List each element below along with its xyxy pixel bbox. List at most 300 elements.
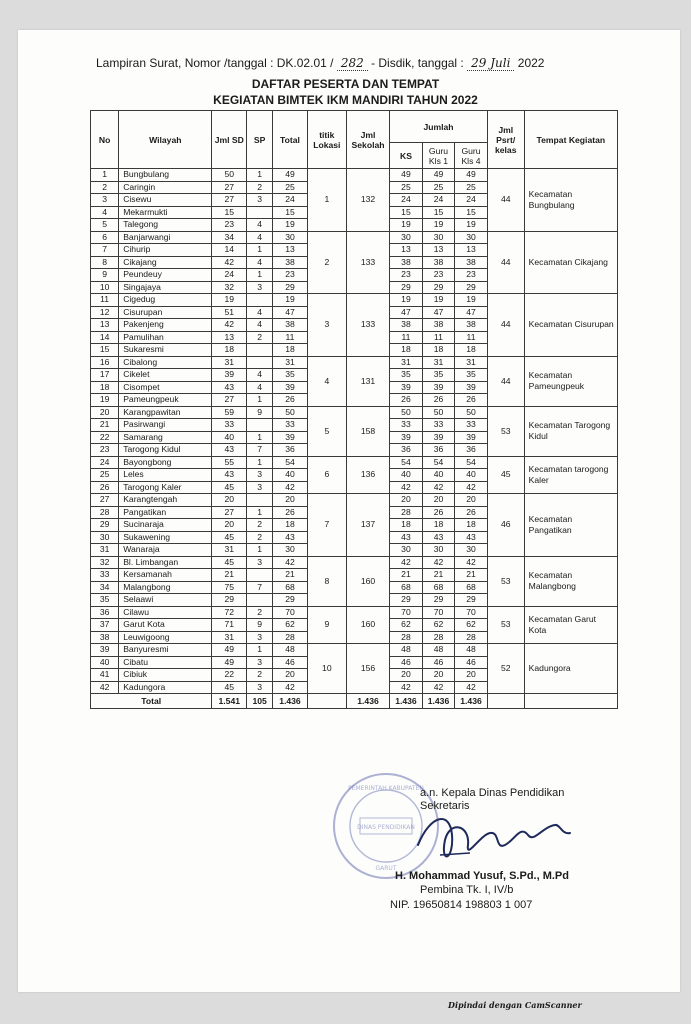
row-no: 38 bbox=[91, 631, 119, 644]
row-no: 30 bbox=[91, 531, 119, 544]
row-ks: 23 bbox=[390, 269, 423, 282]
row-ks: 38 bbox=[390, 256, 423, 269]
row-k1: 18 bbox=[422, 519, 455, 532]
row-k1: 38 bbox=[422, 319, 455, 332]
row-ks: 29 bbox=[390, 594, 423, 607]
row-total: 43 bbox=[273, 531, 308, 544]
row-wilayah: Pasirwangi bbox=[119, 419, 212, 432]
row-ks: 54 bbox=[390, 456, 423, 469]
row-ks: 29 bbox=[390, 281, 423, 294]
reference-middle: - Disdik, tanggal : bbox=[371, 56, 464, 70]
row-k4: 30 bbox=[455, 231, 488, 244]
header-jumlah: Jumlah bbox=[390, 111, 488, 143]
row-no: 7 bbox=[91, 244, 119, 257]
row-no: 23 bbox=[91, 444, 119, 457]
row-sp bbox=[247, 206, 273, 219]
row-no: 35 bbox=[91, 594, 119, 607]
row-sp: 4 bbox=[247, 319, 273, 332]
row-sp: 2 bbox=[247, 331, 273, 344]
row-wilayah: Leles bbox=[119, 469, 212, 482]
row-jml-sd: 22 bbox=[212, 669, 247, 682]
row-ks: 33 bbox=[390, 419, 423, 432]
row-k4: 42 bbox=[455, 681, 488, 694]
header-total: Total bbox=[273, 111, 308, 169]
row-no: 10 bbox=[91, 281, 119, 294]
header-titik-lokasi: titik Lokasi bbox=[307, 111, 346, 169]
row-jml-sd: 40 bbox=[212, 431, 247, 444]
row-k4: 11 bbox=[455, 331, 488, 344]
group-jml-psrt: 53 bbox=[487, 406, 524, 456]
document-subtitle: KEGIATAN BIMTEK IKM MANDIRI TAHUN 2022 bbox=[213, 93, 478, 107]
row-ks: 26 bbox=[390, 394, 423, 407]
row-total: 54 bbox=[273, 456, 308, 469]
header-jml-sekolah: Jml Sekolah bbox=[346, 111, 389, 169]
row-total: 70 bbox=[273, 606, 308, 619]
row-k4: 39 bbox=[455, 431, 488, 444]
header-no: No bbox=[91, 111, 119, 169]
row-ks: 62 bbox=[390, 619, 423, 632]
reference-number: 282 bbox=[337, 56, 368, 71]
row-k4: 54 bbox=[455, 456, 488, 469]
row-k1: 40 bbox=[422, 469, 455, 482]
row-no: 29 bbox=[91, 519, 119, 532]
row-sp: 3 bbox=[247, 281, 273, 294]
group-jml-psrt: 53 bbox=[487, 556, 524, 606]
row-jml-sd: 43 bbox=[212, 381, 247, 394]
row-ks: 43 bbox=[390, 531, 423, 544]
row-sp: 3 bbox=[247, 556, 273, 569]
row-k4: 19 bbox=[455, 294, 488, 307]
group-jml-psrt: 52 bbox=[487, 644, 524, 694]
row-sp: 2 bbox=[247, 531, 273, 544]
row-wilayah: Cigedug bbox=[119, 294, 212, 307]
row-k4: 47 bbox=[455, 306, 488, 319]
total-ks: 1.436 bbox=[390, 694, 423, 709]
row-wilayah: Sucinaraja bbox=[119, 519, 212, 532]
row-k1: 42 bbox=[422, 556, 455, 569]
row-sp: 2 bbox=[247, 606, 273, 619]
reference-date: 29 Juli bbox=[467, 56, 514, 71]
row-k1: 35 bbox=[422, 369, 455, 382]
row-jml-sd: 42 bbox=[212, 319, 247, 332]
row-total: 13 bbox=[273, 244, 308, 257]
row-jml-sd: 45 bbox=[212, 556, 247, 569]
row-no: 8 bbox=[91, 256, 119, 269]
signature-position: Sekretaris bbox=[420, 800, 470, 812]
total-sp: 105 bbox=[247, 694, 273, 709]
row-wilayah: Pangatikan bbox=[119, 506, 212, 519]
total-titik-empty bbox=[307, 694, 346, 709]
row-ks: 18 bbox=[390, 519, 423, 532]
row-jml-sd: 32 bbox=[212, 281, 247, 294]
row-wilayah: Cibalong bbox=[119, 356, 212, 369]
row-k1: 39 bbox=[422, 381, 455, 394]
row-sp: 1 bbox=[247, 269, 273, 282]
row-k1: 50 bbox=[422, 406, 455, 419]
row-jml-sd: 20 bbox=[212, 494, 247, 507]
table-row bbox=[91, 494, 618, 507]
row-k4: 35 bbox=[455, 369, 488, 382]
row-wilayah: Karangpawitan bbox=[119, 406, 212, 419]
row-sp: 4 bbox=[247, 381, 273, 394]
row-k1: 24 bbox=[422, 194, 455, 207]
row-wilayah: Tarogong Kaler bbox=[119, 481, 212, 494]
row-jml-sd: 50 bbox=[212, 169, 247, 182]
row-total: 26 bbox=[273, 394, 308, 407]
row-k1: 42 bbox=[422, 681, 455, 694]
participant-table bbox=[90, 110, 618, 709]
row-ks: 18 bbox=[390, 344, 423, 357]
row-total: 33 bbox=[273, 419, 308, 432]
group-tempat-kegiatan: Kecamatan Cikajang bbox=[524, 231, 617, 294]
row-k1: 20 bbox=[422, 494, 455, 507]
row-jml-sd: 39 bbox=[212, 369, 247, 382]
row-ks: 28 bbox=[390, 631, 423, 644]
row-wilayah: Cisompet bbox=[119, 381, 212, 394]
letter-reference bbox=[96, 56, 596, 70]
row-k1: 11 bbox=[422, 331, 455, 344]
row-total: 29 bbox=[273, 594, 308, 607]
row-jml-sd: 27 bbox=[212, 506, 247, 519]
row-k1: 29 bbox=[422, 281, 455, 294]
row-sp bbox=[247, 419, 273, 432]
row-ks: 25 bbox=[390, 181, 423, 194]
row-k4: 20 bbox=[455, 494, 488, 507]
row-jml-sd: 31 bbox=[212, 356, 247, 369]
row-total: 42 bbox=[273, 681, 308, 694]
group-jml-psrt: 44 bbox=[487, 231, 524, 294]
svg-text:DINAS PENDIDIKAN: DINAS PENDIDIKAN bbox=[357, 824, 415, 831]
row-sp: 4 bbox=[247, 306, 273, 319]
group-titik-lokasi: 1 bbox=[307, 169, 346, 232]
row-sp bbox=[247, 344, 273, 357]
table-row bbox=[91, 169, 618, 182]
signatory-name: H. Mohammad Yusuf, S.Pd., M.Pd bbox=[395, 870, 569, 882]
row-wilayah: Samarang bbox=[119, 431, 212, 444]
group-tempat-kegiatan: Kecamatan tarogong Kaler bbox=[524, 456, 617, 494]
row-wilayah: Mekarmukti bbox=[119, 206, 212, 219]
row-no: 39 bbox=[91, 644, 119, 657]
row-k1: 26 bbox=[422, 506, 455, 519]
row-no: 33 bbox=[91, 569, 119, 582]
row-k1: 30 bbox=[422, 544, 455, 557]
table-row bbox=[91, 406, 618, 419]
reference-prefix: Lampiran Surat, Nomor /tanggal : DK.02.01 / bbox=[96, 56, 334, 70]
row-k4: 20 bbox=[455, 669, 488, 682]
row-wilayah: Tarogong Kidul bbox=[119, 444, 212, 457]
row-sp: 1 bbox=[247, 431, 273, 444]
row-sp bbox=[247, 294, 273, 307]
row-ks: 42 bbox=[390, 556, 423, 569]
row-total: 36 bbox=[273, 444, 308, 457]
row-ks: 68 bbox=[390, 581, 423, 594]
row-jml-sd: 23 bbox=[212, 219, 247, 232]
row-wilayah: Banjarwangi bbox=[119, 231, 212, 244]
row-sp bbox=[247, 494, 273, 507]
row-total: 38 bbox=[273, 319, 308, 332]
row-jml-sd: 33 bbox=[212, 419, 247, 432]
row-wilayah: Bl. Limbangan bbox=[119, 556, 212, 569]
row-jml-sd: 21 bbox=[212, 569, 247, 582]
row-k1: 39 bbox=[422, 431, 455, 444]
group-jml-psrt: 44 bbox=[487, 356, 524, 406]
row-sp: 1 bbox=[247, 644, 273, 657]
row-wilayah: Cibatu bbox=[119, 656, 212, 669]
row-total: 46 bbox=[273, 656, 308, 669]
row-sp bbox=[247, 356, 273, 369]
table-row bbox=[91, 231, 618, 244]
row-k1: 48 bbox=[422, 644, 455, 657]
row-total: 48 bbox=[273, 644, 308, 657]
group-titik-lokasi: 4 bbox=[307, 356, 346, 406]
row-k1: 26 bbox=[422, 394, 455, 407]
row-wilayah: Cibiuk bbox=[119, 669, 212, 682]
row-total: 50 bbox=[273, 406, 308, 419]
row-sp: 3 bbox=[247, 656, 273, 669]
row-total: 39 bbox=[273, 431, 308, 444]
row-jml-sd: 42 bbox=[212, 256, 247, 269]
row-ks: 19 bbox=[390, 219, 423, 232]
row-no: 40 bbox=[91, 656, 119, 669]
row-jml-sd: 71 bbox=[212, 619, 247, 632]
row-k4: 42 bbox=[455, 481, 488, 494]
row-no: 25 bbox=[91, 469, 119, 482]
table-row bbox=[91, 356, 618, 369]
row-ks: 36 bbox=[390, 444, 423, 457]
row-wilayah: Kadungora bbox=[119, 681, 212, 694]
row-k4: 31 bbox=[455, 356, 488, 369]
row-total: 19 bbox=[273, 294, 308, 307]
row-jml-sd: 45 bbox=[212, 531, 247, 544]
row-total: 35 bbox=[273, 369, 308, 382]
row-jml-sd: 14 bbox=[212, 244, 247, 257]
row-no: 2 bbox=[91, 181, 119, 194]
row-jml-sd: 27 bbox=[212, 394, 247, 407]
row-total: 30 bbox=[273, 544, 308, 557]
row-sp: 7 bbox=[247, 444, 273, 457]
row-k1: 42 bbox=[422, 481, 455, 494]
group-titik-lokasi: 8 bbox=[307, 556, 346, 606]
row-k1: 25 bbox=[422, 181, 455, 194]
row-sp: 1 bbox=[247, 394, 273, 407]
row-total: 26 bbox=[273, 506, 308, 519]
group-jml-sekolah: 156 bbox=[346, 644, 389, 694]
row-wilayah: Garut Kota bbox=[119, 619, 212, 632]
row-sp: 2 bbox=[247, 669, 273, 682]
row-sp: 1 bbox=[247, 506, 273, 519]
row-no: 34 bbox=[91, 581, 119, 594]
group-jml-sekolah: 131 bbox=[346, 356, 389, 406]
group-tempat-kegiatan: Kecamatan Pameungpeuk bbox=[524, 356, 617, 406]
row-wilayah: Pameungpeuk bbox=[119, 394, 212, 407]
row-sp: 9 bbox=[247, 406, 273, 419]
total-k1: 1.436 bbox=[422, 694, 455, 709]
group-titik-lokasi: 3 bbox=[307, 294, 346, 357]
row-k1: 18 bbox=[422, 344, 455, 357]
table-row bbox=[91, 606, 618, 619]
group-tempat-kegiatan: Kadungora bbox=[524, 644, 617, 694]
signatory-rank: Pembina Tk. I, IV/b bbox=[420, 884, 514, 896]
group-jml-psrt: 45 bbox=[487, 456, 524, 494]
table-body bbox=[91, 169, 618, 709]
row-wilayah: Karangtengah bbox=[119, 494, 212, 507]
row-sp: 1 bbox=[247, 544, 273, 557]
row-k4: 26 bbox=[455, 394, 488, 407]
total-jml-sd: 1.541 bbox=[212, 694, 247, 709]
row-k1: 23 bbox=[422, 269, 455, 282]
row-k1: 30 bbox=[422, 231, 455, 244]
header-sp: SP bbox=[247, 111, 273, 169]
row-k1: 62 bbox=[422, 619, 455, 632]
row-no: 41 bbox=[91, 669, 119, 682]
row-ks: 13 bbox=[390, 244, 423, 257]
row-total: 11 bbox=[273, 331, 308, 344]
row-total: 18 bbox=[273, 519, 308, 532]
row-ks: 24 bbox=[390, 194, 423, 207]
row-wilayah: Cikajang bbox=[119, 256, 212, 269]
row-ks: 50 bbox=[390, 406, 423, 419]
row-k1: 49 bbox=[422, 169, 455, 182]
row-k4: 30 bbox=[455, 544, 488, 557]
row-jml-sd: 34 bbox=[212, 231, 247, 244]
row-jml-sd: 27 bbox=[212, 181, 247, 194]
row-k1: 21 bbox=[422, 569, 455, 582]
row-k1: 54 bbox=[422, 456, 455, 469]
header-guru-kls4: Guru Kls 4 bbox=[455, 143, 488, 169]
row-sp bbox=[247, 569, 273, 582]
group-titik-lokasi: 2 bbox=[307, 231, 346, 294]
table-row bbox=[91, 644, 618, 657]
group-titik-lokasi: 7 bbox=[307, 494, 346, 557]
row-jml-sd: 27 bbox=[212, 194, 247, 207]
row-k1: 20 bbox=[422, 669, 455, 682]
row-k4: 21 bbox=[455, 569, 488, 582]
group-jml-sekolah: 160 bbox=[346, 606, 389, 644]
scanner-watermark: Dipindai dengan CamScanner bbox=[448, 1000, 582, 1010]
row-no: 21 bbox=[91, 419, 119, 432]
row-no: 26 bbox=[91, 481, 119, 494]
row-total: 31 bbox=[273, 356, 308, 369]
group-titik-lokasi: 10 bbox=[307, 644, 346, 694]
row-no: 3 bbox=[91, 194, 119, 207]
row-jml-sd: 72 bbox=[212, 606, 247, 619]
row-ks: 31 bbox=[390, 356, 423, 369]
row-wilayah: Selaawi bbox=[119, 594, 212, 607]
row-k4: 36 bbox=[455, 444, 488, 457]
row-sp: 4 bbox=[247, 219, 273, 232]
row-total: 15 bbox=[273, 206, 308, 219]
table-row bbox=[91, 294, 618, 307]
group-titik-lokasi: 9 bbox=[307, 606, 346, 644]
row-no: 6 bbox=[91, 231, 119, 244]
row-k4: 25 bbox=[455, 181, 488, 194]
group-tempat-kegiatan: Kecamatan Bungbulang bbox=[524, 169, 617, 232]
row-sp: 3 bbox=[247, 631, 273, 644]
row-k1: 28 bbox=[422, 631, 455, 644]
row-no: 16 bbox=[91, 356, 119, 369]
row-ks: 39 bbox=[390, 431, 423, 444]
row-jml-sd: 45 bbox=[212, 681, 247, 694]
row-no: 12 bbox=[91, 306, 119, 319]
group-jml-sekolah: 137 bbox=[346, 494, 389, 557]
row-k4: 62 bbox=[455, 619, 488, 632]
row-wilayah: Peundeuy bbox=[119, 269, 212, 282]
row-no: 22 bbox=[91, 431, 119, 444]
row-ks: 20 bbox=[390, 494, 423, 507]
row-ks: 40 bbox=[390, 469, 423, 482]
row-total: 19 bbox=[273, 219, 308, 232]
row-wilayah: Cilawu bbox=[119, 606, 212, 619]
total-jml-sekolah: 1.436 bbox=[346, 694, 389, 709]
group-tempat-kegiatan: Kecamatan Tarogong Kidul bbox=[524, 406, 617, 456]
row-total: 25 bbox=[273, 181, 308, 194]
row-wilayah: Sukaresmi bbox=[119, 344, 212, 357]
row-k4: 39 bbox=[455, 381, 488, 394]
row-k4: 29 bbox=[455, 281, 488, 294]
group-tempat-kegiatan: Kecamatan Malangbong bbox=[524, 556, 617, 606]
row-ks: 20 bbox=[390, 669, 423, 682]
table-header bbox=[91, 111, 618, 169]
row-sp: 2 bbox=[247, 181, 273, 194]
group-jml-psrt: 44 bbox=[487, 294, 524, 357]
row-k4: 13 bbox=[455, 244, 488, 257]
row-k4: 18 bbox=[455, 344, 488, 357]
row-no: 31 bbox=[91, 544, 119, 557]
row-k1: 13 bbox=[422, 244, 455, 257]
row-wilayah: Talegong bbox=[119, 219, 212, 232]
row-k4: 26 bbox=[455, 506, 488, 519]
row-k4: 43 bbox=[455, 531, 488, 544]
group-tempat-kegiatan: Kecamatan Cisurupan bbox=[524, 294, 617, 357]
row-total: 23 bbox=[273, 269, 308, 282]
handwritten-signature bbox=[410, 805, 580, 875]
row-ks: 35 bbox=[390, 369, 423, 382]
row-jml-sd: 45 bbox=[212, 481, 247, 494]
row-wilayah: Caringin bbox=[119, 181, 212, 194]
group-jml-psrt: 46 bbox=[487, 494, 524, 557]
group-jml-psrt: 44 bbox=[487, 169, 524, 232]
row-total: 24 bbox=[273, 194, 308, 207]
row-sp: 4 bbox=[247, 369, 273, 382]
row-wilayah: Cikelet bbox=[119, 369, 212, 382]
row-jml-sd: 55 bbox=[212, 456, 247, 469]
row-no: 36 bbox=[91, 606, 119, 619]
row-sp: 1 bbox=[247, 244, 273, 257]
total-psrt-empty bbox=[487, 694, 524, 709]
header-jml-psrt: Jml Psrt/ kelas bbox=[487, 111, 524, 169]
signature-title: a.n. Kepala Dinas Pendidikan bbox=[420, 787, 565, 799]
row-ks: 19 bbox=[390, 294, 423, 307]
row-total: 49 bbox=[273, 169, 308, 182]
row-ks: 28 bbox=[390, 506, 423, 519]
row-ks: 46 bbox=[390, 656, 423, 669]
row-wilayah: Bayongbong bbox=[119, 456, 212, 469]
row-jml-sd: 43 bbox=[212, 444, 247, 457]
row-total: 40 bbox=[273, 469, 308, 482]
row-ks: 30 bbox=[390, 544, 423, 557]
row-total: 62 bbox=[273, 619, 308, 632]
row-jml-sd: 13 bbox=[212, 331, 247, 344]
row-wilayah: Banyuresmi bbox=[119, 644, 212, 657]
row-k4: 42 bbox=[455, 556, 488, 569]
row-jml-sd: 20 bbox=[212, 519, 247, 532]
row-jml-sd: 29 bbox=[212, 594, 247, 607]
row-ks: 39 bbox=[390, 381, 423, 394]
document-title: DAFTAR PESERTA DAN TEMPAT bbox=[251, 77, 440, 91]
row-no: 4 bbox=[91, 206, 119, 219]
total-row bbox=[91, 694, 618, 709]
table-row bbox=[91, 556, 618, 569]
